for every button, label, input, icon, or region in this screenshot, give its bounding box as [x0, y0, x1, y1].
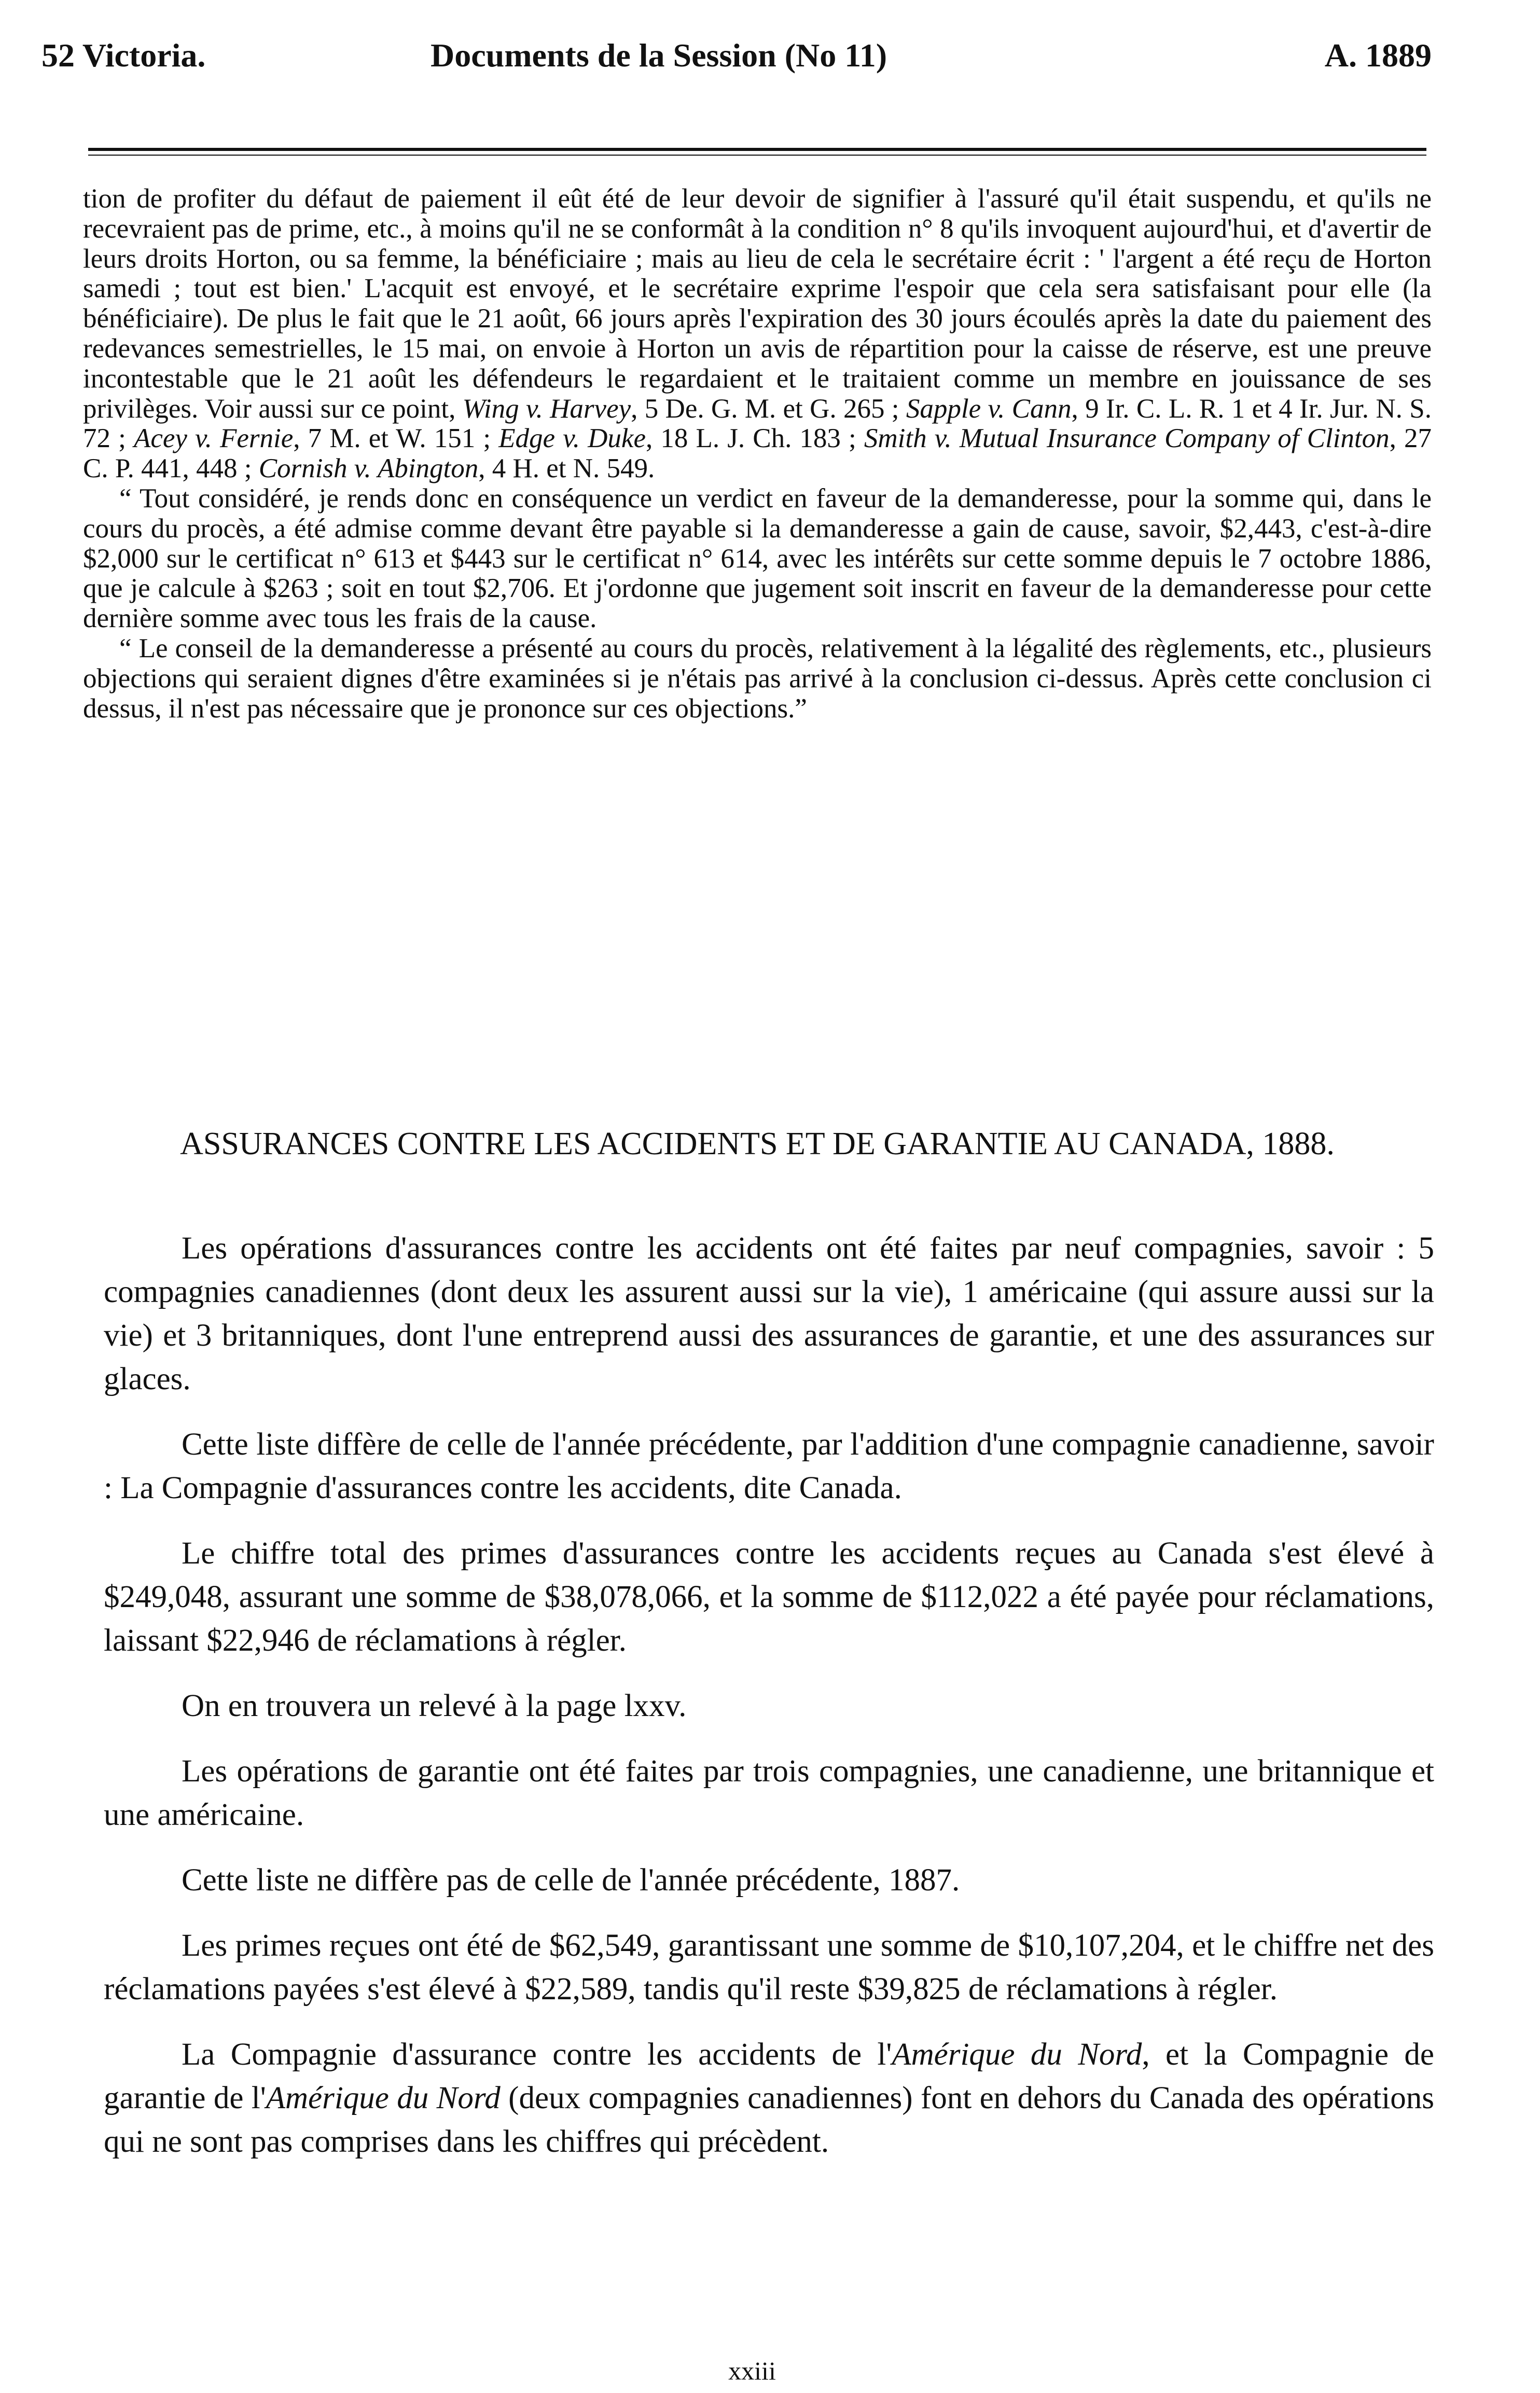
section-body — [104, 1227, 1434, 2185]
quote-paragraph: “ Le conseil de la demanderesse a présenté au cours du procès, relativement à la légalité des règlements, etc., plusieurs objections qui seraient dignes d'être examinées si je n'étais pas arrivé à la conclusion ci-dessus. Après cette conclusion ci dessus, il n'est pas nécessaire que je prononce sur ces objections.” — [83, 633, 1432, 724]
page-number: xxiii — [728, 2356, 776, 2385]
section-title: ASSURANCES CONTRE LES ACCIDENTS ET DE GARANTIE AU CANADA, 1888. — [180, 1126, 1335, 1161]
quote-paragraph: “ Tout considéré, je rends donc en conséquence un verdict en faveur de la demanderesse, pour la somme qui, dans le cours du procès, a été admise comme devant être payable si la demanderesse a gain de cause, savoir, $2,443, c'est-à-dire $2,000 sur le certificat n° 613 et $443 sur le certificat n° 614, avec les intérêts sur cette somme depuis le 7 octobre 1886, que je calcule à $263 ; soit en tout $2,706. Et j'ordonne que jugement soit inscrit en faveur de la demanderesse pour cette dernière somme avec tous les frais de la cause. — [83, 483, 1432, 634]
header-rule-thick — [88, 148, 1426, 151]
case-citation: Smith v. Mutual Insurance Company of Clinton — [864, 423, 1390, 454]
header-rule-thin — [88, 155, 1426, 156]
header-year: A. 1889 — [1324, 37, 1432, 74]
body-paragraph: Les opérations d'assurances contre les accidents ont été faites par neuf compagnies, savoir : 5 compagnies canadiennes (dont deux les assurent aussi sur la vie), 1 américaine (qui assure aussi sur la vie) et 3 britanniques, dont l'une entreprend aussi des assurances de garantie, et une des assurances sur glaces. — [104, 1231, 1434, 1396]
body-paragraph: Les primes reçues ont été de $62,549, garantissant une somme de $10,107,204, et le chiffre net des réclamations payées s'est élevé à $22,589, tandis qu'il reste $39,825 de réclamations à régler. — [104, 1928, 1434, 2007]
header-volume: 52 Victoria. — [41, 37, 206, 74]
body-paragraph: On en trouvera un relevé à la page lxxv. — [182, 1689, 687, 1723]
case-citation: Acey v. Fernie — [133, 423, 294, 454]
judgment-quote — [83, 184, 1432, 724]
case-citation: Cornish v. Abington — [258, 453, 479, 484]
body-paragraph: Cette liste diffère de celle de l'année précédente, par l'addition d'une compagnie canadienne, savoir : La Compagnie d'assurances contre les accidents, dite Canada. — [104, 1427, 1434, 1505]
body-paragraph: La Compagnie d'assurance contre les accidents de l'Amérique du Nord, et la Compagnie de garantie de l'Amérique du Nord (deux compagnies canadiennes) font en dehors du Canada des opérations qui ne sont pas comprises dans les chiffres qui précèdent. — [104, 2037, 1435, 2159]
body-paragraph: Les opérations de garantie ont été faites par trois compagnies, une canadienne, une britannique et une américaine. — [104, 1754, 1434, 1832]
case-citation: Sapple v. Cann — [906, 393, 1072, 424]
page-header — [41, 27, 1432, 84]
case-citation: Wing v. Harvey — [462, 393, 631, 424]
body-paragraph: Le chiffre total des primes d'assurances contre les accidents reçues au Canada s'est élevé à $249,048, assurant une somme de $38,078,066, et la somme de $112,022 a été payée pour réclamations, laissant $22,946 de réclamations à régler. — [104, 1536, 1434, 1658]
body-paragraph: Cette liste ne diffère pas de celle de l'année précédente, 1887. — [182, 1863, 960, 1898]
quote-paragraph: tion de profiter du défaut de paiement il eût été de leur devoir de signifier à l'assuré qu'il était suspendu, et qu'ils ne recevraient pas de prime, etc., à moins qu'il ne se conformât à la condition n° 8 qu'ils invoquent aujourd'hui, et d'avertir de leurs droits Horton, ou sa femme, la bénéficiaire ; mais au lieu de cela le secrétaire écrit : ' l'argent a été reçu de Horton samedi ; tout est bien.' L'acquit est envoyé, et le secrétaire exprime l'espoir que cela sera satisfaisant pour elle (la bénéficiaire). De plus le fait que le 21 août, 66 jours après l'expiration des 30 jours écoulés après la date du paiement des redevances semestrielles, le 15 mai, on envoie à Horton un avis de répartition pour la caisse de réserve, est une preuve incontestable que le 21 août les défendeurs le regardaient et le traitaient comme un membre en jouissance de ses privilèges. Voir aussi sur ce point, Wing v. Harvey, 5 De. G. M. et G. 265 ; Sapple v. Cann, 9 Ir. C. L. R. 1 et 4 Ir. Jur. N. S. 72 ; Acey v. Fernie, 7 M. et W. 151 ; Edge v. Duke, 18 L. J. Ch. 183 ; Smith v. Mutual Insurance Company of Clinton, 27 C. P. 441, 448 ; Cornish v. Abington, 4 H. et N. 549. — [83, 184, 1432, 484]
header-title: Documents de la Session (No 11) — [431, 37, 887, 74]
case-citation: Edge v. Duke — [498, 423, 646, 454]
